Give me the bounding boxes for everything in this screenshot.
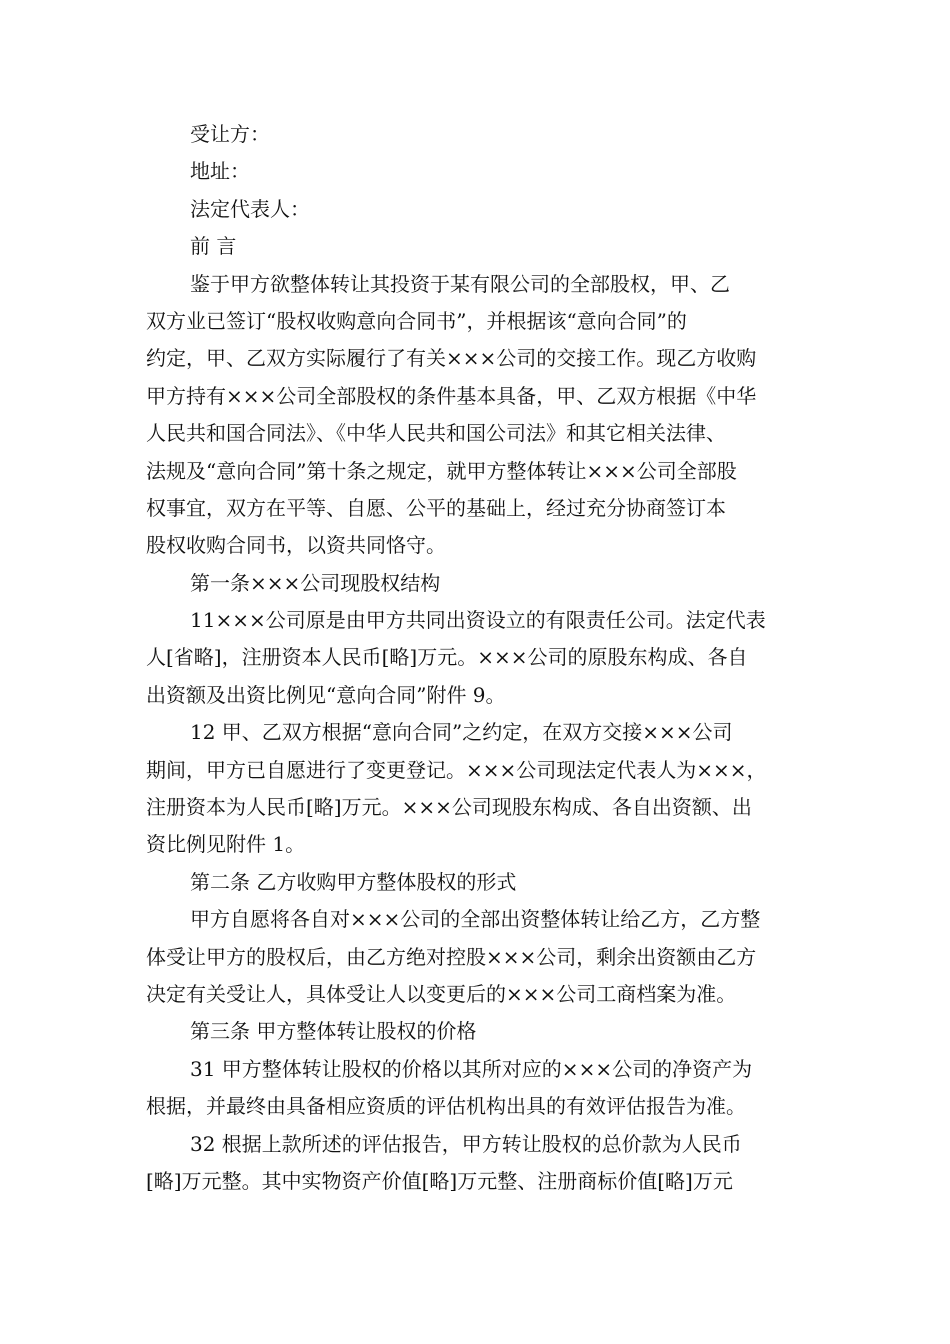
- paragraph-line: 鉴于甲方欲整体转让其投资于某有限公司的全部股权，甲、乙: [190, 271, 730, 296]
- paragraph-line: 人[省略]，注册资本人民币[略]万元。×××公司的原股东构成、各自: [146, 645, 748, 670]
- field-label-assignee: 受让方：: [190, 122, 270, 146]
- paragraph-line: 双方业已签订“股权收购意向合同书”，并根据该“意向合同”的: [146, 308, 687, 333]
- paragraph-line: 体受让甲方的股权后，由乙方绝对控股×××公司，剩余出资额由乙方: [146, 944, 757, 969]
- paragraph-line: 32 根据上款所述的评估报告，甲方转让股权的总价款为人民币: [190, 1131, 742, 1156]
- paragraph-line: 权事宜，双方在平等、自愿、公平的基础上，经过充分协商签订本: [146, 495, 726, 520]
- article-heading: 第二条 乙方收购甲方整体股权的形式: [190, 869, 517, 894]
- paragraph-line: 出资额及出资比例见“意向合同”附件 9。: [146, 682, 506, 707]
- article-heading: 第三条 甲方整体转让股权的价格: [190, 1019, 477, 1044]
- paragraph-line: 12 甲、乙双方根据“意向合同”之约定，在双方交接×××公司: [190, 720, 733, 745]
- section-heading-preface: 前 言: [190, 234, 237, 259]
- paragraph-line: 决定有关受让人，具体受让人以变更后的×××公司工商档案为准。: [146, 981, 737, 1006]
- article-heading: 第一条×××公司现股权结构: [190, 570, 441, 595]
- paragraph-line: 注册资本为人民币[略]万元。×××公司现股东构成、各自出资额、出: [146, 795, 752, 820]
- paragraph-line: 人民共和国合同法》、《中华人民共和国公司法》和其它相关法律、: [146, 421, 726, 446]
- paragraph-line: 11×××公司原是由甲方共同出资设立的有限责任公司。法定代表: [190, 608, 766, 633]
- paragraph-line: 甲方持有×××公司全部股权的条件基本具备，甲、乙双方根据《中华: [146, 383, 757, 408]
- field-label-legal-representative: 法定代表人：: [190, 196, 310, 221]
- paragraph-line: 31 甲方整体转让股权的价格以其所对应的×××公司的净资产为: [190, 1056, 753, 1081]
- paragraph-line: 根据，并最终由具备相应资质的评估机构出具的有效评估报告为准。: [146, 1094, 746, 1119]
- paragraph-line: 法规及“意向合同”第十条之规定，就甲方整体转让×××公司全部股: [146, 458, 737, 483]
- paragraph-line: 约定，甲、乙双方实际履行了有关×××公司的交接工作。现乙方收购: [146, 346, 757, 371]
- paragraph-line: 资比例见附件 1。: [146, 832, 306, 857]
- paragraph-line: 股权收购合同书，以资共同恪守。: [146, 533, 446, 558]
- paragraph-line: 期间，甲方已自愿进行了变更登记。×××公司现法定代表人为×××，: [146, 757, 767, 782]
- paragraph-line: 甲方自愿将各自对×××公司的全部出资整体转让给乙方，乙方整: [190, 907, 761, 932]
- document-body: [146, 116, 812, 1200]
- paragraph-line: [略]万元整。其中实物资产价值[略]万元整、注册商标价值[略]万元: [146, 1168, 733, 1193]
- field-label-address: 地址：: [190, 159, 250, 184]
